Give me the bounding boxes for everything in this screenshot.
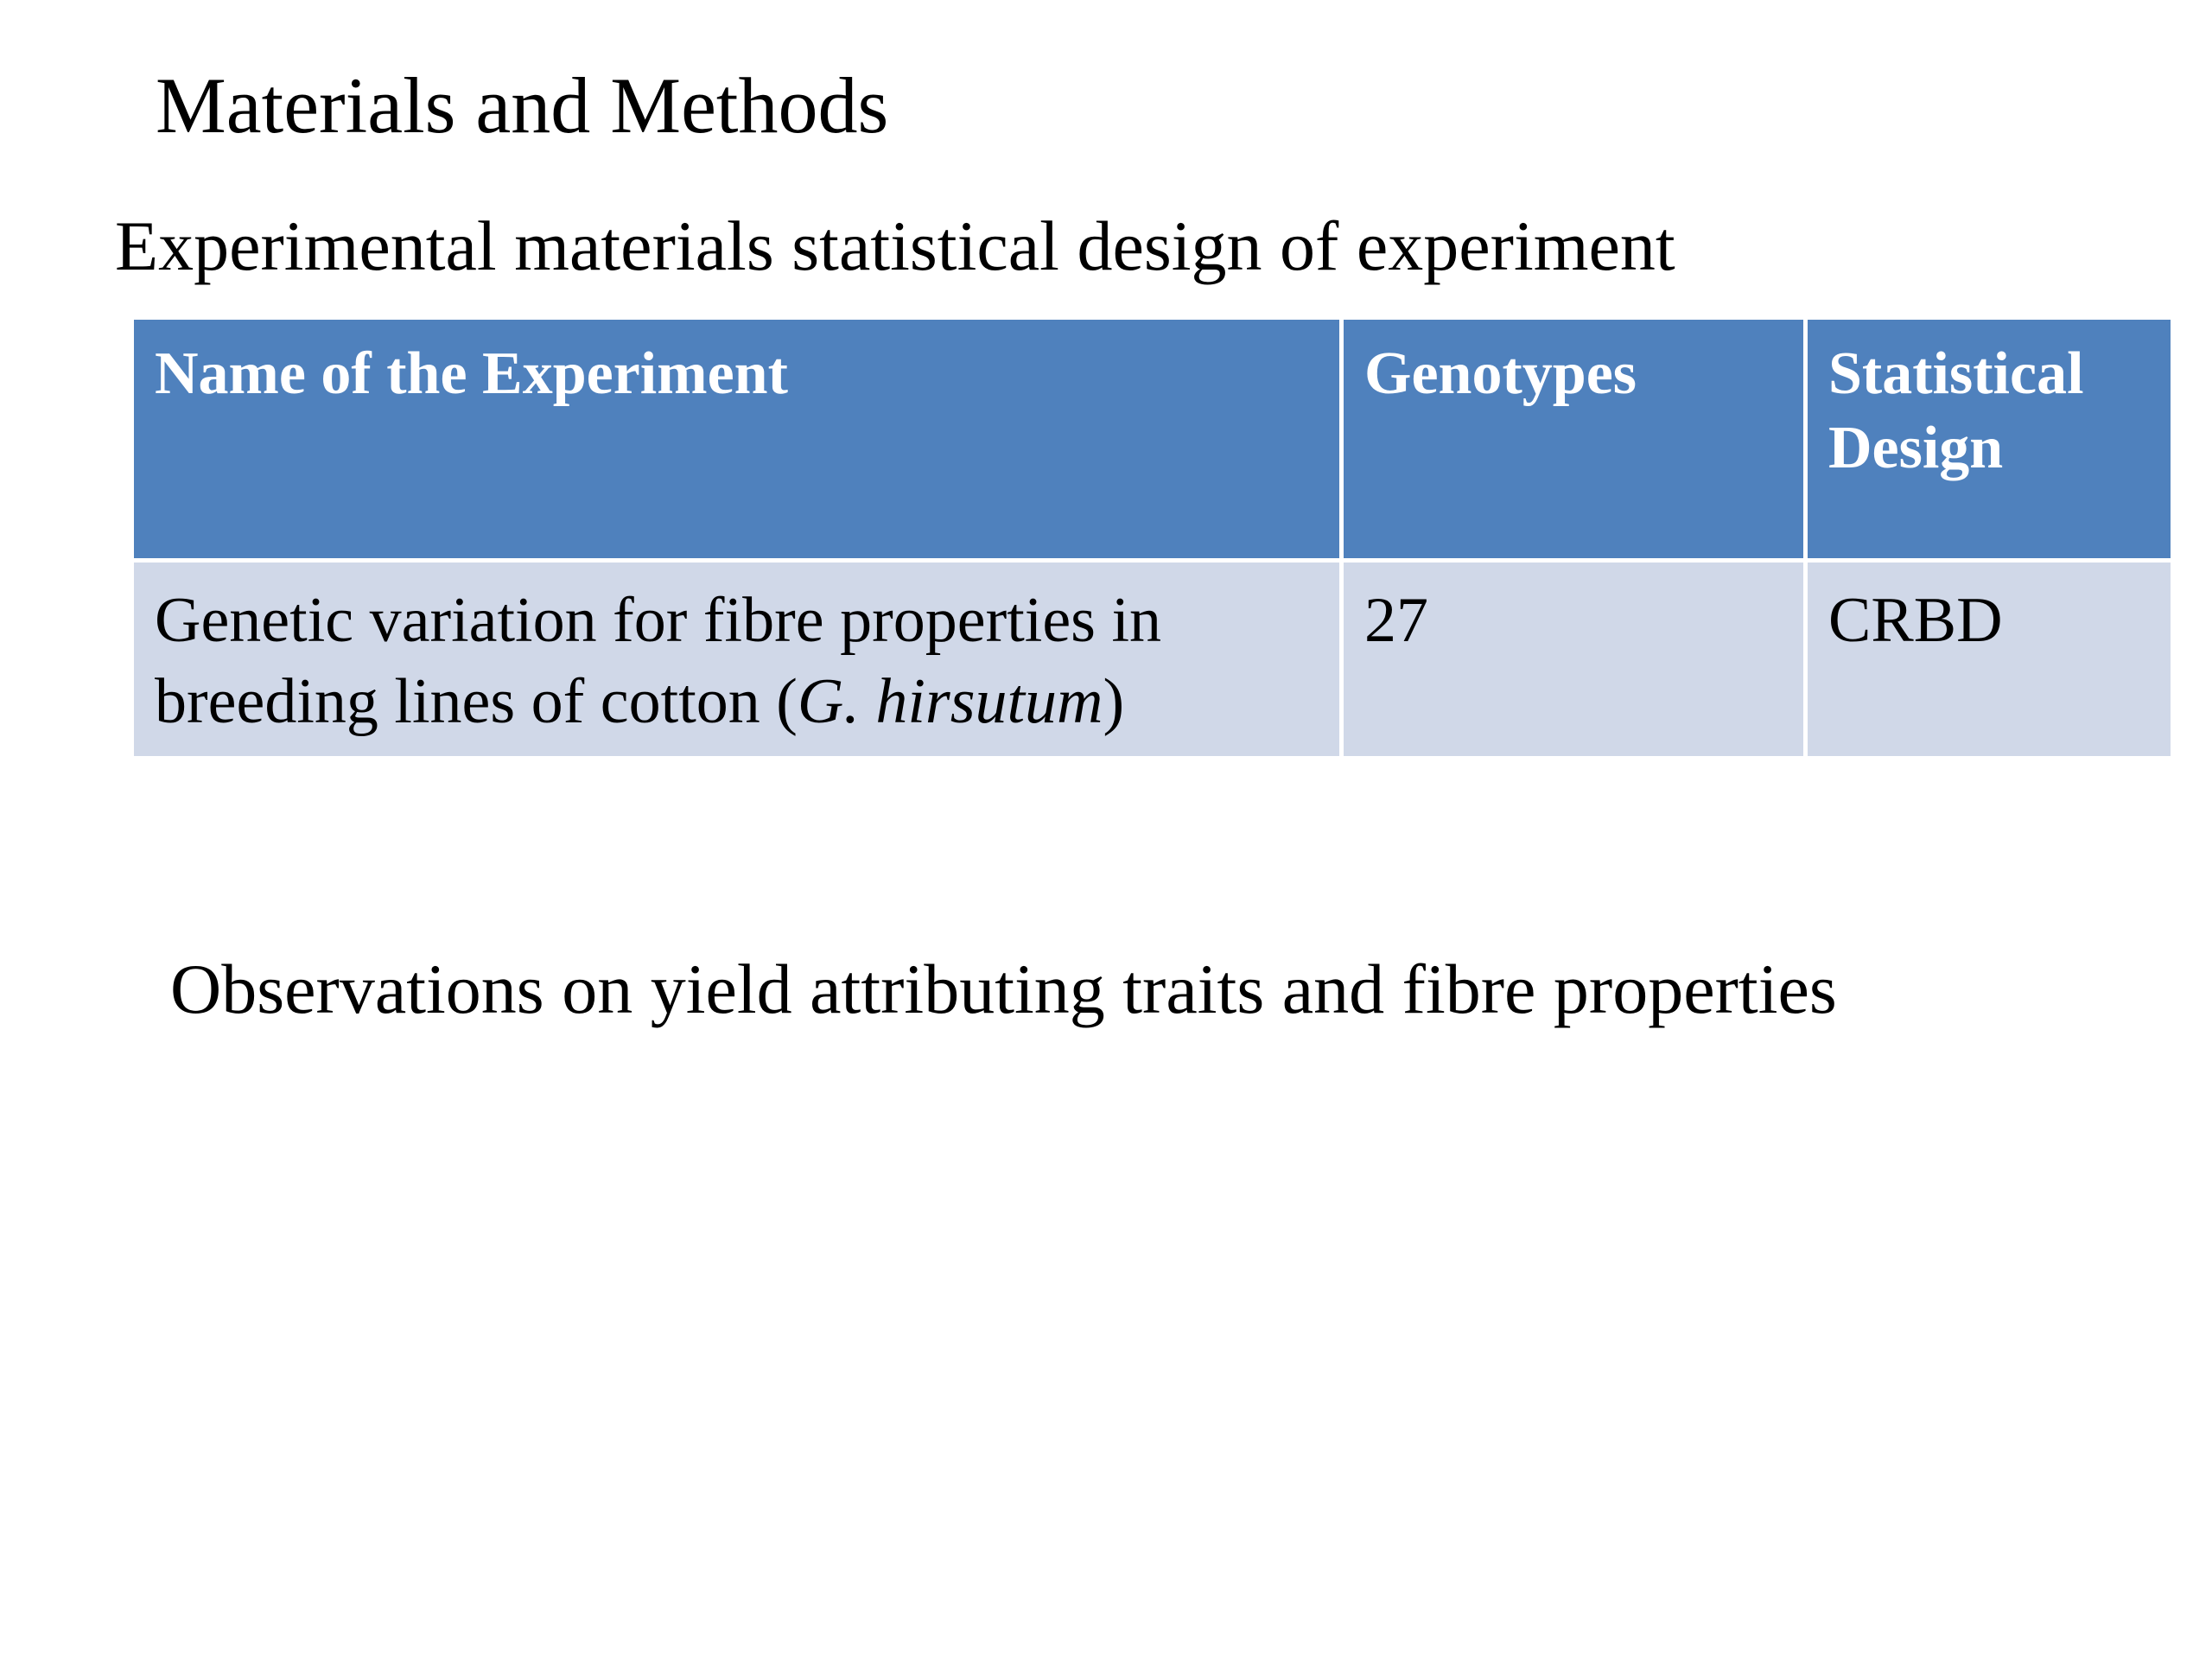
slide-subtitle: Experimental materials statistical design of experiment xyxy=(115,207,1675,285)
header-experiment-name: Name of the Experiment xyxy=(132,318,1342,561)
table-header-row xyxy=(132,318,2173,561)
experiment-table xyxy=(130,315,2175,760)
experiment-close: ) xyxy=(1103,666,1125,737)
cell-experiment-name xyxy=(132,561,1342,759)
header-statistical-design: Statistical Design xyxy=(1806,318,2173,561)
observations-heading: Observations on yield attributing traits and fibre properties xyxy=(170,950,1837,1028)
cell-genotypes: 27 xyxy=(1342,561,1806,759)
species-name: G. hirsutum xyxy=(797,666,1103,737)
table-row xyxy=(132,561,2173,759)
slide-title: Materials and Methods xyxy=(156,61,889,149)
header-genotypes: Genotypes xyxy=(1342,318,1806,561)
experiment-text: Genetic variation for fibre properties in breeding lines of cotton ( xyxy=(155,585,1162,737)
cell-statistical-design: CRBD xyxy=(1806,561,2173,759)
